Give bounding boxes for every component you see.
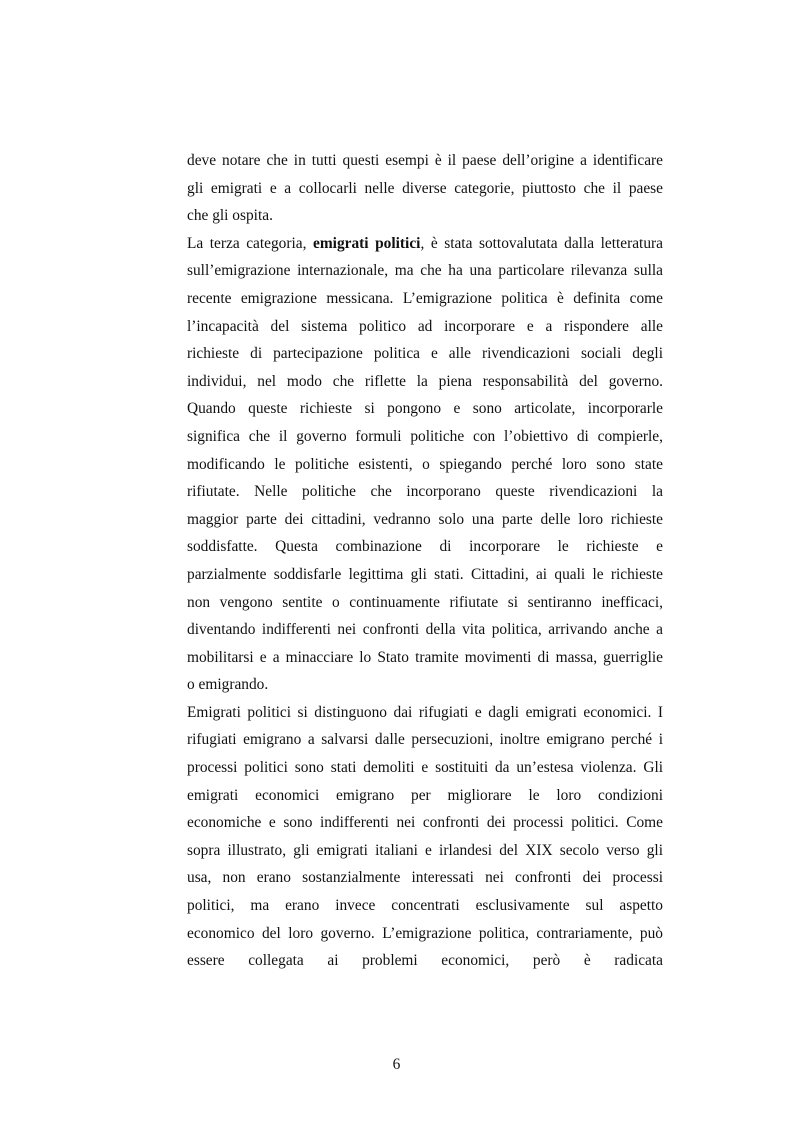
text-line: individui, nel modo che riflette la piena responsabilità del governo. [187, 372, 663, 390]
body-text [187, 147, 663, 975]
text-line: sull’emigrazione internazionale, ma che ha una particolare rilevanza sulla [187, 262, 663, 280]
paragraph [187, 230, 663, 699]
text-line: diventando indifferenti nei confronti della vita politica, arrivando anche a [187, 621, 663, 639]
text-line: parzialmente soddisfarle legittima gli stati. Cittadini, ai quali le richieste [187, 565, 663, 583]
text-line: rifugiati emigrano a salvarsi dalle persecuzioni, inoltre emigrano perché i [187, 731, 663, 749]
paragraph [187, 699, 663, 975]
text-line: che gli ospita. [187, 207, 273, 225]
text-line: mobilitarsi e a minacciare lo Stato tramite movimenti di massa, guerriglie [187, 648, 663, 666]
text-line: significa che il governo formuli politiche con l’obiettivo di compierle, [187, 427, 663, 445]
text-line: sopra illustrato, gli emigrati italiani e irlandesi del XIX secolo verso gli [187, 841, 663, 859]
text-line: economico del loro governo. L’emigrazione politica, contrariamente, può [187, 924, 663, 942]
text-line: processi politici sono stati demoliti e sostituiti da un’estesa violenza. Gli [187, 759, 663, 777]
text-line: richieste di partecipazione politica e alle rivendicazioni sociali degli [187, 345, 663, 363]
text-line: rifiutate. Nelle politiche che incorporano queste rivendicazioni la [187, 483, 663, 501]
text-line: soddisfatte. Questa combinazione di incorporare le richieste e [187, 538, 663, 556]
text-line: emigrati economici emigrano per migliorare le loro condizioni [187, 786, 663, 804]
text-line: Emigrati politici si distinguono dai rifugiati e dagli emigrati economici. I [187, 703, 663, 721]
text-line [187, 230, 663, 258]
text-line: essere collegata ai problemi economici, però è radicata [187, 952, 663, 970]
text-line: maggior parte dei cittadini, vedranno solo una parte delle loro richieste [187, 510, 663, 528]
page-number: 6 [392, 1056, 401, 1073]
paragraph [187, 147, 663, 230]
text-line: non vengono sentite o continuamente rifiutate si sentiranno inefficaci, [187, 593, 663, 611]
text-line: politici, ma erano invece concentrati esclusivamente sul aspetto [187, 897, 663, 915]
text-line: modificando le politiche esistenti, o spiegando perché loro sono state [187, 455, 663, 473]
text-span: , è stata sottovalutata dalla letteratura [420, 234, 663, 252]
text-line: recente emigrazione messicana. L’emigrazione politica è definita come [187, 289, 663, 307]
text-line: economiche e sono indifferenti nei confronti dei processi politici. Come [187, 814, 663, 832]
text-line: deve notare che in tutti questi esempi è il paese dell’origine a identificare [187, 152, 663, 169]
text-line: o emigrando. [187, 676, 269, 694]
bold-term: emigrati politici [313, 234, 421, 252]
text-line: gli emigrati e a collocarli nelle diverse categorie, piuttosto che il paese [187, 179, 663, 197]
text-line: usa, non erano sostanzialmente interessati nei confronti dei processi [187, 869, 663, 887]
text-span: La terza categoria, [187, 234, 314, 252]
text-line: Quando queste richieste si pongono e sono articolate, incorporarle [187, 400, 663, 418]
text-line: l’incapacità del sistema politico ad incorporare e a rispondere alle [187, 317, 663, 335]
